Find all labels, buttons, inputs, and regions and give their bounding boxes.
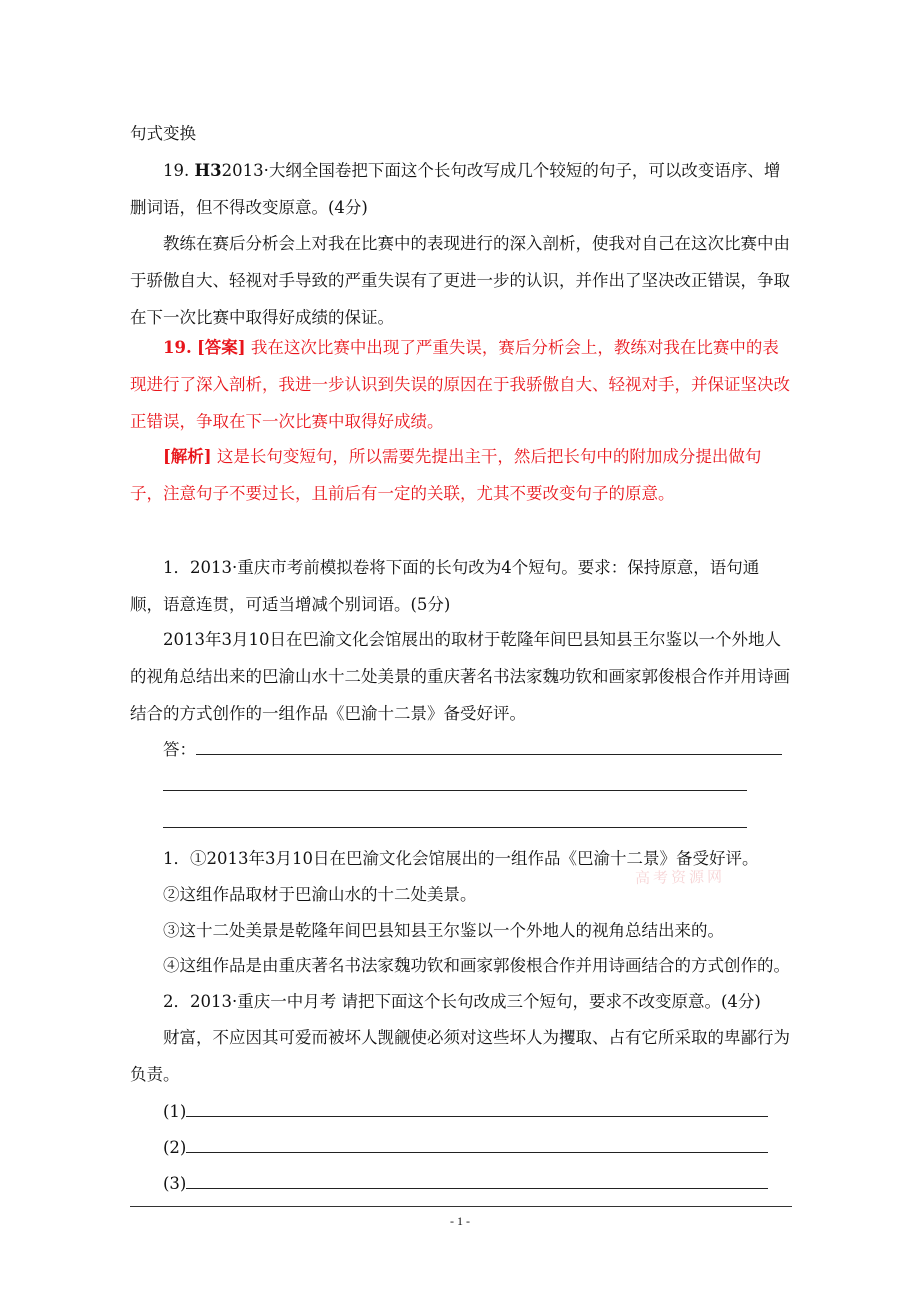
section-title: 句式变换 bbox=[130, 124, 196, 143]
watermark-stamp: 高考资源网 bbox=[634, 867, 726, 888]
q19-passage: 教练在赛后分析会上对我在比赛中的表现进行的深入剖析，使我对自己在这次比赛中由于骄傲自大、轻视对手导致的严重失误有了更进一步的认识，并作出了坚决改正错误，争取在下一次比赛中取得好成绩的保证。 bbox=[130, 234, 790, 327]
footer-divider bbox=[130, 1206, 792, 1207]
q1-answer-item: ②这组作品取材于巴渝山水的十二处美景。 bbox=[163, 885, 477, 904]
q19-stem bbox=[130, 152, 792, 226]
q1-answer-item: 1．①2013年3月10日在巴渝文化会馆展出的一组作品《巴渝十二景》备受好评。 bbox=[163, 849, 759, 868]
q1-answer-line-2[interactable] bbox=[163, 767, 747, 804]
blank-label-1: (1) bbox=[163, 1102, 187, 1121]
q19-answer-tag: [答案] bbox=[196, 338, 246, 357]
q2-passage: 财富，不应因其可爱而被坏人觊觎使必须对这些坏人为攫取、占有它所采取的卑鄙行为负责。 bbox=[130, 1028, 790, 1084]
q19-answer-text: 我在这次比赛中出现了严重失误，赛后分析会上，教练对我在比赛中的表现进行了深入剖析，我进一步认识到失误的原因在于我骄傲自大、轻视对手，并保证坚决改正错误，争取在下一次比赛中取得好成绩。 bbox=[130, 338, 790, 431]
q2-blank-row-3[interactable] bbox=[163, 1165, 768, 1202]
q2-blank-row-2[interactable] bbox=[163, 1129, 768, 1166]
answer-blank-1[interactable] bbox=[196, 734, 782, 755]
q1-answer-item: ③这十二处美景是乾隆年间巴县知县王尔鉴以一个外地人的视角总结出来的。 bbox=[163, 921, 724, 940]
answer-blank-2[interactable] bbox=[163, 770, 747, 791]
q19-stem-text: 2013·大纲全国卷把下面这个长句改写成几个较短的句子，可以改变语序、增删词语，但不得改变原意。(4分) bbox=[130, 161, 781, 217]
q1-stem: 1．2013·重庆市考前模拟卷将下面的长句改为4个短句。要求：保持原意，语句通顺，语意连贯，可适当增减个别词语。(5分) bbox=[130, 558, 760, 614]
q2-stem: 2．2013·重庆一中月考 请把下面这个长句改成三个短句，要求不改变原意。(4分) bbox=[163, 992, 761, 1011]
q2-blank-3[interactable] bbox=[186, 1168, 768, 1189]
q19-analysis bbox=[130, 438, 792, 512]
q19-number: 19. bbox=[163, 161, 190, 180]
page-number: - 1 - bbox=[450, 1214, 470, 1228]
q1-answer-line-3[interactable] bbox=[163, 804, 747, 841]
q19-code: H3 bbox=[194, 161, 222, 180]
q1-answer-prefix: 答： bbox=[163, 740, 196, 759]
q19-answer-label: 19. bbox=[163, 338, 192, 357]
q2-blank-row-1[interactable] bbox=[163, 1093, 768, 1130]
blank-label-2: (2) bbox=[163, 1138, 187, 1157]
q19-analysis-tag: [解析] bbox=[163, 447, 212, 466]
q2-blank-2[interactable] bbox=[186, 1132, 768, 1153]
q19-analysis-text: 这是长句变短句，所以需要先提出主干，然后把长句中的附加成分提出做句子，注意句子不要过长，且前后有一定的关联，尤其不要改变句子的原意。 bbox=[130, 447, 762, 503]
q1-answer-item: ④这组作品是由重庆著名书法家魏功钦和画家郭俊根合作并用诗画结合的方式创作的。 bbox=[163, 956, 790, 975]
q19-answer bbox=[130, 329, 792, 440]
q1-passage: 2013年3月10日在巴渝文化会馆展出的取材于乾隆年间巴县知县王尔鉴以一个外地人的视角总结出来的巴渝山水十二处美景的重庆著名书法家魏功钦和画家郭俊根合作并用诗画结合的方式创作的一组作品《巴渝十二景》备受好评。 bbox=[130, 630, 790, 723]
blank-label-3: (3) bbox=[163, 1174, 187, 1193]
q2-blank-1[interactable] bbox=[186, 1096, 768, 1117]
q1-answer-line-1[interactable] bbox=[163, 731, 782, 768]
answer-blank-3[interactable] bbox=[163, 807, 747, 828]
